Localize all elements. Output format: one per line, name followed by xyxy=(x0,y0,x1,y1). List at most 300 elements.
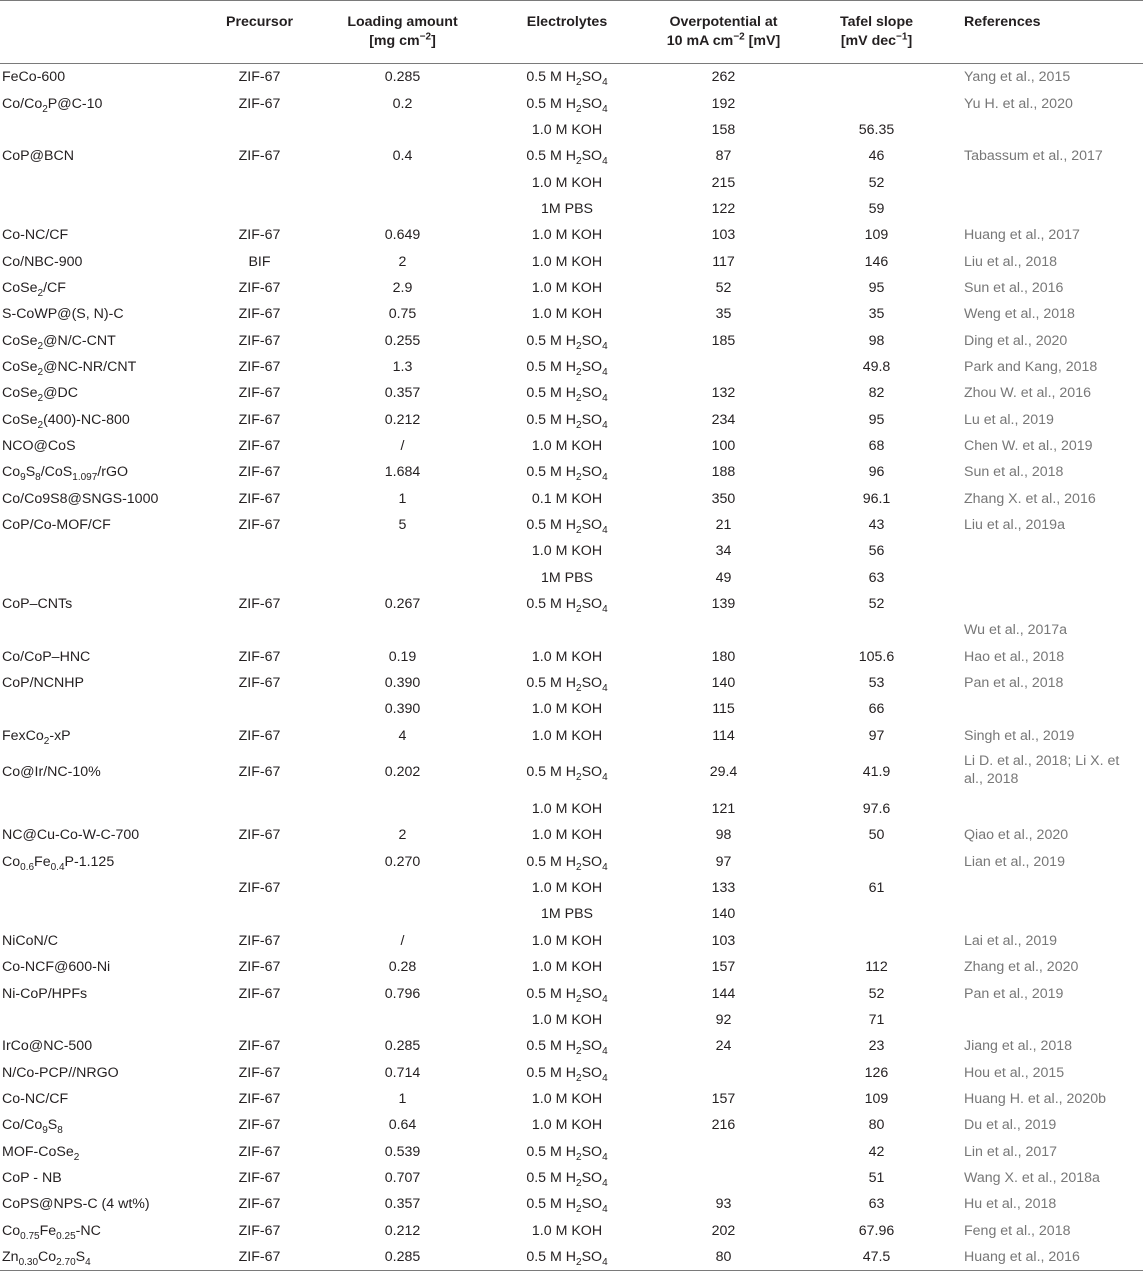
loading-cell: 0.255 xyxy=(384,332,421,349)
table-row xyxy=(0,90,1143,116)
electrolyte-cell: 1.0 M KOH xyxy=(531,1117,603,1134)
precursor-cell: ZIF-67 xyxy=(238,69,281,86)
electrolyte-cell: 0.5 M $H_2SO_4$ xyxy=(526,985,608,1005)
precursor-cell: ZIF-67 xyxy=(238,675,281,692)
tafel-cell: 80 xyxy=(868,1117,885,1134)
catalyst-cell: $Co/Co_9S_8$ xyxy=(2,1117,63,1137)
overpotential-cell: 34 xyxy=(715,543,732,560)
electrolyte-cell: 1.0 M KOH xyxy=(531,727,603,744)
electrolyte-cell: 1.0 M KOH xyxy=(531,1090,603,1107)
electrolyte-cell: 0.5 M $H_2SO_4$ xyxy=(526,1143,608,1163)
tafel-cell: 95 xyxy=(868,279,885,296)
reference-cell xyxy=(958,565,1143,591)
overpotential-cell: 49 xyxy=(715,569,732,586)
overpotential-cell: 52 xyxy=(715,279,732,296)
overpotential-cell: 98 xyxy=(715,827,732,844)
table-row xyxy=(0,849,1143,875)
overpotential-cell: 103 xyxy=(711,227,736,244)
reference-cell: Qiao et al., 2020 xyxy=(964,827,1069,844)
reference-cell xyxy=(958,196,1143,222)
precursor-cell: ZIF-67 xyxy=(238,1064,281,1081)
tafel-cell: 66 xyxy=(868,701,885,718)
reference-cell: Huang et al., 2017 xyxy=(964,227,1080,244)
catalyst-cell: FeCo-600 xyxy=(2,69,66,86)
electrolyte-cell: 1M PBS xyxy=(540,906,594,923)
precursor-cell: ZIF-67 xyxy=(238,464,281,481)
table-row xyxy=(0,248,1143,274)
overpotential-cell: 188 xyxy=(711,464,736,481)
reference-cell: Yu H. et al., 2020 xyxy=(964,95,1073,112)
loading-cell: 2 xyxy=(398,827,407,844)
overpotential-cell: 87 xyxy=(715,148,732,165)
header-references: References xyxy=(964,14,1041,30)
table-row xyxy=(0,954,1143,980)
electrolyte-cell: 0.5 M $H_2SO_4$ xyxy=(526,332,608,352)
overpotential-cell: 140 xyxy=(711,675,736,692)
table-row xyxy=(0,538,1143,564)
loading-cell: 1.684 xyxy=(384,464,421,481)
catalyst-cell xyxy=(0,538,196,564)
precursor-cell: ZIF-67 xyxy=(238,332,281,349)
electrolyte-cell: 0.1 M KOH xyxy=(531,490,603,507)
tafel-cell xyxy=(795,64,958,91)
catalyst-cell xyxy=(0,565,196,591)
reference-cell: Hu et al., 2018 xyxy=(964,1196,1057,1213)
loading-cell: 0.714 xyxy=(384,1064,421,1081)
table-row xyxy=(0,670,1143,696)
catalyst-cell xyxy=(0,617,196,643)
loading-cell xyxy=(323,875,482,901)
reference-cell: Lin et al., 2017 xyxy=(964,1143,1058,1160)
electrolyte-cell: 0.5 M $H_2SO_4$ xyxy=(526,764,608,784)
electrolyte-cell: 0.5 M $H_2SO_4$ xyxy=(526,358,608,378)
catalyst-cell: CoPS@NPS-C (4 wt%) xyxy=(2,1196,150,1213)
catalyst-cell: CoP - NB xyxy=(2,1169,62,1186)
loading-cell xyxy=(323,565,482,591)
catalyst-cell: $Co_{0.6}Fe_{0.4}P-1.125$ xyxy=(2,853,115,873)
table-row xyxy=(0,486,1143,512)
catalyst-cell: CoP/Co-MOF/CF xyxy=(2,517,111,534)
reference-cell: Hao et al., 2018 xyxy=(964,648,1065,665)
overpotential-cell xyxy=(652,354,795,380)
electrolyte-cell: 1.0 M KOH xyxy=(531,121,603,138)
reference-cell: Wu et al., 2017a xyxy=(964,622,1068,639)
table-row xyxy=(0,1191,1143,1217)
header-tafel-slope: Tafel slope [mV dec$^{-1}$] xyxy=(839,14,914,49)
loading-cell: 0.202 xyxy=(384,764,421,781)
catalyst-cell: CoP/NCNHP xyxy=(2,675,84,692)
electrolyte-cell: 1M PBS xyxy=(540,569,594,586)
loading-cell: 0.539 xyxy=(384,1143,421,1160)
loading-cell xyxy=(323,901,482,927)
precursor-cell xyxy=(196,849,323,875)
electrolyte-cell: 0.5 M $H_2SO_4$ xyxy=(526,596,608,615)
loading-cell: 0.390 xyxy=(384,675,421,692)
tafel-cell: 46 xyxy=(868,148,885,165)
tafel-cell: 112 xyxy=(865,959,888,976)
table-row xyxy=(0,196,1143,222)
precursor-cell: ZIF-67 xyxy=(238,279,281,296)
electrolyte-cell: 0.5 M $H_2SO_4$ xyxy=(526,411,608,431)
reference-cell: Zhou W. et al., 2016 xyxy=(964,385,1091,402)
loading-cell: 0.707 xyxy=(384,1169,421,1186)
catalyst-cell xyxy=(0,696,196,722)
electrolyte-cell: 1.0 M KOH xyxy=(531,306,603,323)
reference-cell: Liu et al., 2018 xyxy=(964,253,1058,270)
table-row xyxy=(0,875,1143,901)
catalyst-cell: N/Co-PCP//NRGO xyxy=(2,1064,119,1081)
catalyst-cell: CoP–CNTs xyxy=(2,596,73,613)
reference-cell xyxy=(958,901,1143,927)
header-row xyxy=(0,1,1143,64)
loading-cell: 0.19 xyxy=(388,648,417,665)
reference-cell xyxy=(958,796,1143,822)
header-electrolytes: Electrolytes xyxy=(526,14,608,30)
catalyst-cell: Co@Ir/NC-10% xyxy=(2,764,101,781)
precursor-cell xyxy=(196,1007,323,1033)
loading-cell xyxy=(323,538,482,564)
catalyst-cell: NiCoN/C xyxy=(2,932,58,949)
tafel-cell: 47.5 xyxy=(862,1248,891,1265)
header-overpotential: Overpotential at 10 mA $cm^{-2}$ [mV] xyxy=(666,14,781,49)
overpotential-cell: 92 xyxy=(715,1011,732,1028)
table-row xyxy=(0,169,1143,195)
precursor-cell: ZIF-67 xyxy=(238,985,281,1002)
table-row xyxy=(0,1217,1143,1243)
tafel-cell xyxy=(795,928,958,954)
loading-cell: 0.796 xyxy=(384,985,421,1002)
table-row xyxy=(0,1244,1143,1271)
tafel-cell: 63 xyxy=(868,569,885,586)
catalyst-cell: Ni-CoP/HPFs xyxy=(2,985,88,1002)
electrolyte-cell: 0.5 M $H_2SO_4$ xyxy=(526,1038,608,1058)
overpotential-cell: 144 xyxy=(711,985,736,1002)
loading-cell: 0.212 xyxy=(384,1222,421,1239)
electrolyte-cell: 1.0 M KOH xyxy=(531,701,603,718)
loading-cell: 0.212 xyxy=(384,411,421,428)
table-row xyxy=(0,406,1143,432)
tafel-cell: 43 xyxy=(868,517,885,534)
overpotential-cell: 103 xyxy=(711,932,736,949)
reference-cell: Huang et al., 2016 xyxy=(964,1248,1080,1265)
precursor-cell: ZIF-67 xyxy=(238,148,281,165)
loading-cell: / xyxy=(400,932,405,949)
precursor-cell: ZIF-67 xyxy=(238,1196,281,1213)
overpotential-cell: 115 xyxy=(712,701,735,718)
catalyst-cell xyxy=(0,796,196,822)
catalyst-cell: $Co_9S_8/CoS_{1.097}$/rGO xyxy=(2,464,129,484)
loading-cell: 1 xyxy=(398,490,407,507)
tafel-cell: 51 xyxy=(868,1169,885,1186)
tafel-cell: 63 xyxy=(868,1196,885,1213)
reference-cell: Huang H. et al., 2020b xyxy=(964,1090,1106,1107)
precursor-cell: ZIF-67 xyxy=(238,827,281,844)
catalyst-cell: Co/NBC-900 xyxy=(2,253,83,270)
loading-cell xyxy=(323,169,482,195)
tafel-cell: 56.35 xyxy=(858,121,895,138)
precursor-cell: ZIF-67 xyxy=(238,411,281,428)
reference-cell: Liu et al., 2019a xyxy=(964,517,1065,534)
electrolyte-cell: 1.0 M KOH xyxy=(531,801,603,818)
table-row xyxy=(0,1138,1143,1164)
catalyst-cell: CoSe$_2$/CF xyxy=(2,279,66,299)
tafel-cell: 59 xyxy=(868,200,885,217)
reference-cell: Weng et al., 2018 xyxy=(964,306,1075,323)
header-precursor: Precursor xyxy=(225,14,294,30)
electrolyte-cell: 1.0 M KOH xyxy=(531,880,603,897)
catalyst-cell xyxy=(0,875,196,901)
overpotential-cell: 157 xyxy=(711,959,736,976)
electrolyte-cell: 1M PBS xyxy=(540,200,594,217)
table-row xyxy=(0,64,1143,91)
tafel-cell xyxy=(795,901,958,927)
electrolyte-cell: 0.5 M $H_2SO_4$ xyxy=(526,517,608,536)
precursor-cell xyxy=(196,565,323,591)
precursor-cell: ZIF-67 xyxy=(238,1169,281,1186)
loading-cell: 0.649 xyxy=(384,227,421,244)
electrolyte-cell: 0.5 M $H_2SO_4$ xyxy=(526,1169,608,1189)
tafel-cell: 61 xyxy=(868,880,885,897)
reference-cell: Singh et al., 2019 xyxy=(964,727,1075,744)
reference-cell xyxy=(958,117,1143,143)
reference-cell: Sun et al., 2018 xyxy=(964,464,1064,481)
tafel-cell: 41.9 xyxy=(862,764,891,781)
overpotential-cell xyxy=(652,1138,795,1164)
catalyst-cell xyxy=(0,901,196,927)
precursor-cell xyxy=(196,796,323,822)
reference-cell xyxy=(958,696,1143,722)
overpotential-cell: 157 xyxy=(711,1090,736,1107)
precursor-cell: ZIF-67 xyxy=(238,95,281,112)
tafel-cell: 95 xyxy=(868,411,885,428)
catalyst-cell xyxy=(0,1007,196,1033)
reference-cell: Jiang et al., 2018 xyxy=(964,1038,1073,1055)
overpotential-cell: 80 xyxy=(715,1248,732,1265)
overpotential-cell: 100 xyxy=(711,437,736,454)
loading-cell: 0.285 xyxy=(384,1248,421,1265)
table-body xyxy=(0,64,1143,1271)
catalyst-cell: Co/Co9S8@SNGS-1000 xyxy=(2,490,159,507)
reference-cell: Pan et al., 2019 xyxy=(964,985,1064,1002)
table-row xyxy=(0,749,1143,796)
overpotential-cell: 202 xyxy=(711,1222,736,1239)
precursor-cell xyxy=(196,696,323,722)
catalyst-cell: IrCo@NC-500 xyxy=(2,1038,93,1055)
electrolyte-cell: 0.5 M $H_2SO_4$ xyxy=(526,464,608,484)
electrolyte-cell: 0.5 M $H_2SO_4$ xyxy=(526,1196,608,1216)
electrolyte-cell: 1.0 M KOH xyxy=(531,227,603,244)
loading-cell: 2 xyxy=(398,253,407,270)
table-row xyxy=(0,928,1143,954)
precursor-cell: ZIF-67 xyxy=(238,596,281,613)
catalyst-cell: $Co/Co_2P@C-10$ xyxy=(2,95,103,115)
reference-cell: Lian et al., 2019 xyxy=(964,853,1065,870)
reference-cell: Li D. et al., 2018; Li X. et al., 2018 xyxy=(964,752,1120,787)
loading-cell: 0.2 xyxy=(392,95,413,112)
overpotential-cell: 140 xyxy=(711,906,736,923)
loading-cell: 0.390 xyxy=(384,701,421,718)
catalyst-cell: CoSe$_2$@DC xyxy=(2,385,78,405)
table-row xyxy=(0,1086,1143,1112)
electrolyte-cell: 0.5 M $H_2SO_4$ xyxy=(526,1248,608,1268)
precursor-cell: ZIF-67 xyxy=(238,880,281,897)
table-row xyxy=(0,459,1143,485)
header-catalyst xyxy=(0,1,196,64)
table-row xyxy=(0,796,1143,822)
catalyst-cell: NCO@CoS xyxy=(2,437,76,454)
loading-cell xyxy=(323,117,482,143)
precursor-cell: ZIF-67 xyxy=(238,959,281,976)
catalyst-cell: CoSe$_2$@N/C-CNT xyxy=(2,332,116,352)
table-row xyxy=(0,617,1143,643)
overpotential-cell: 132 xyxy=(711,385,736,402)
table-row xyxy=(0,354,1143,380)
header-loading-amount: Loading amount [mg $cm^{-2}$] xyxy=(347,14,458,49)
overpotential-cell: 158 xyxy=(711,121,736,138)
electrolyte-cell: 0.5 M $H_2SO_4$ xyxy=(526,1064,608,1084)
electrolyte-cell: 0.5 M $H_2SO_4$ xyxy=(526,675,608,694)
overpotential-cell: 139 xyxy=(711,596,736,613)
catalyst-cell: Co/CoP–HNC xyxy=(2,648,91,665)
overpotential-cell: 122 xyxy=(711,200,736,217)
precursor-cell: ZIF-67 xyxy=(238,385,281,402)
tafel-cell: 96 xyxy=(868,464,885,481)
reference-cell: Hou et al., 2015 xyxy=(964,1064,1065,1081)
reference-cell: Lai et al., 2019 xyxy=(964,932,1058,949)
overpotential-cell: 216 xyxy=(711,1117,736,1134)
overpotential-cell: 234 xyxy=(711,411,736,428)
electrolyte-cell: 0.5 M $H_2SO_4$ xyxy=(526,853,608,873)
precursor-cell: ZIF-67 xyxy=(238,437,281,454)
loading-cell xyxy=(323,617,482,643)
loading-cell: 0.267 xyxy=(384,596,421,613)
reference-cell: Feng et al., 2018 xyxy=(964,1222,1071,1239)
reference-cell: Wang X. et al., 2018a xyxy=(964,1169,1100,1186)
precursor-cell: ZIF-67 xyxy=(238,306,281,323)
overpotential-cell: 114 xyxy=(712,727,735,744)
catalyst-cell: CoSe$_2$(400)-NC-800 xyxy=(2,411,130,431)
reference-cell: Park and Kang, 2018 xyxy=(964,358,1098,375)
table-row xyxy=(0,591,1143,617)
catalyst-cell: FexCo$_2$-xP xyxy=(2,727,71,747)
precursor-cell: ZIF-67 xyxy=(238,1248,281,1265)
overpotential-cell: 121 xyxy=(711,801,736,818)
tafel-cell: 96.1 xyxy=(862,490,891,507)
reference-cell: Yang et al., 2015 xyxy=(964,69,1071,86)
loading-cell xyxy=(323,196,482,222)
precursor-cell: ZIF-67 xyxy=(238,517,281,534)
tafel-cell: 71 xyxy=(868,1011,885,1028)
tafel-cell: 109 xyxy=(864,227,889,244)
tafel-cell: 82 xyxy=(868,385,885,402)
reference-cell: Tabassum et al., 2017 xyxy=(964,148,1103,165)
table-row xyxy=(0,565,1143,591)
reference-cell: Du et al., 2019 xyxy=(964,1117,1057,1134)
electrolyte-cell: 1.0 M KOH xyxy=(531,959,603,976)
table-row xyxy=(0,1033,1143,1059)
catalyst-cell xyxy=(0,196,196,222)
table-row xyxy=(0,822,1143,848)
table-row xyxy=(0,222,1143,248)
tafel-cell: 68 xyxy=(868,437,885,454)
precursor-cell: ZIF-67 xyxy=(238,764,281,781)
tafel-cell: 42 xyxy=(868,1143,885,1160)
reference-cell xyxy=(958,538,1143,564)
electrolyte-cell: 1.0 M KOH xyxy=(531,543,603,560)
overpotential-cell xyxy=(652,1165,795,1191)
precursor-cell xyxy=(196,169,323,195)
table-row xyxy=(0,980,1143,1006)
tafel-cell: 56 xyxy=(868,543,885,560)
table-row xyxy=(0,117,1143,143)
overpotential-cell: 29.4 xyxy=(709,764,738,781)
electrolyte-cell: 0.5 M $H_2SO_4$ xyxy=(526,148,608,168)
catalyst-cell: CoSe$_2$@NC-NR/CNT xyxy=(2,358,137,378)
precursor-cell xyxy=(196,117,323,143)
reference-cell: Chen W. et al., 2019 xyxy=(964,437,1093,454)
loading-cell xyxy=(323,796,482,822)
table-row xyxy=(0,1059,1143,1085)
tafel-cell: 146 xyxy=(864,253,889,270)
precursor-cell: ZIF-67 xyxy=(238,1090,281,1107)
reference-cell xyxy=(958,591,1143,617)
tafel-cell: 52 xyxy=(868,985,885,1002)
overpotential-cell: 93 xyxy=(715,1196,732,1213)
reference-cell: Ding et al., 2020 xyxy=(964,332,1068,349)
electrolyte-cell: 1.0 M KOH xyxy=(531,279,603,296)
loading-cell: 5 xyxy=(398,517,407,534)
tafel-cell: 53 xyxy=(868,675,885,692)
loading-cell: 2.9 xyxy=(392,279,413,296)
precursor-cell: ZIF-67 xyxy=(238,1117,281,1134)
tafel-cell: 97.6 xyxy=(862,801,891,818)
catalyst-cell: S-CoWP@(S, N)-C xyxy=(2,306,124,323)
catalyst-cell: Co-NC/CF xyxy=(2,1090,69,1107)
tafel-cell: 109 xyxy=(864,1090,889,1107)
catalyst-cell: $Co_{0.75}Fe_{0.25}-NC$ xyxy=(2,1222,101,1242)
tafel-cell: 49.8 xyxy=(862,358,891,375)
overpotential-cell: 262 xyxy=(711,69,736,86)
reference-cell: Sun et al., 2016 xyxy=(964,279,1064,296)
loading-cell xyxy=(323,1007,482,1033)
precursor-cell: ZIF-67 xyxy=(238,490,281,507)
precursor-cell: ZIF-67 xyxy=(238,1143,281,1160)
loading-cell: 0.285 xyxy=(384,1038,421,1055)
electrolyte-cell: 0.5 M $H_2SO_4$ xyxy=(526,385,608,405)
loading-cell: 0.357 xyxy=(384,1196,421,1213)
catalyst-cell: Co-NC/CF xyxy=(2,227,69,244)
overpotential-cell: 215 xyxy=(711,174,736,191)
catalyst-cell xyxy=(0,117,196,143)
loading-cell: 1.3 xyxy=(392,358,413,375)
table-row xyxy=(0,512,1143,538)
tafel-cell: 98 xyxy=(868,332,885,349)
loading-cell: 4 xyxy=(398,727,407,744)
loading-cell: 0.270 xyxy=(384,853,421,870)
tafel-cell xyxy=(795,849,958,875)
loading-cell: 0.285 xyxy=(384,69,421,86)
overpotential-cell: 350 xyxy=(711,490,736,507)
tafel-cell: 23 xyxy=(868,1038,885,1055)
table-row xyxy=(0,275,1143,301)
overpotential-cell: 185 xyxy=(711,332,736,349)
precursor-cell: ZIF-67 xyxy=(238,358,281,375)
precursor-cell: ZIF-67 xyxy=(238,932,281,949)
tafel-cell: 52 xyxy=(868,174,885,191)
tafel-cell: 105.6 xyxy=(858,648,895,665)
table-row xyxy=(0,723,1143,749)
electrolyte-cell: 1.0 M KOH xyxy=(531,253,603,270)
